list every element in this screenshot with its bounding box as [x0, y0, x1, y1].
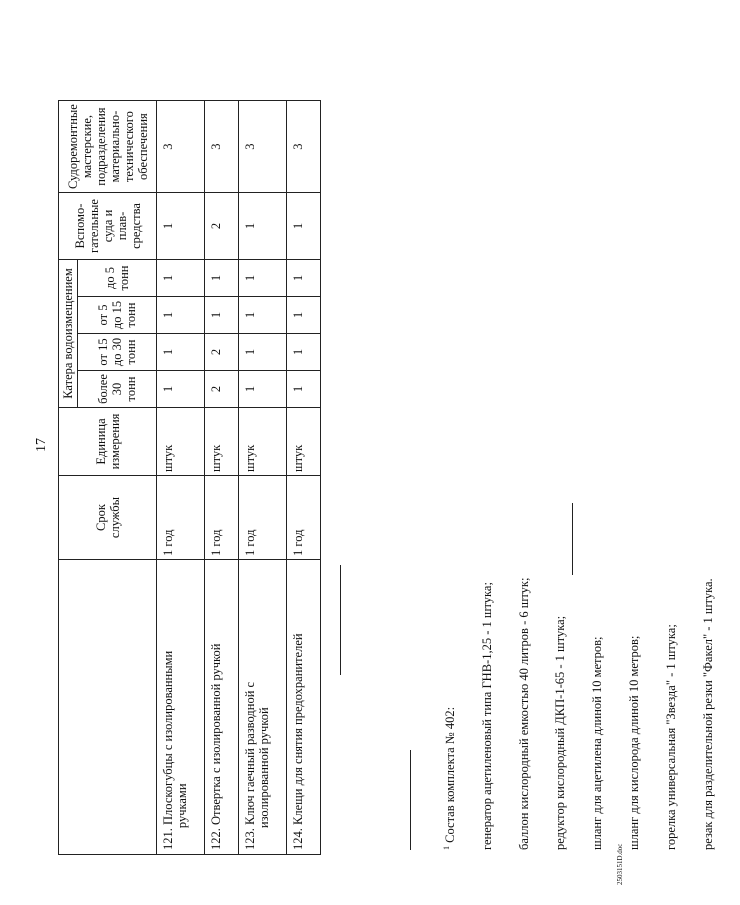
header-term: Срок службы [59, 476, 157, 560]
table-row [157, 101, 205, 855]
footnote-line: баллон кислородный емкостью 40 литров - 6 штук; [516, 577, 531, 850]
row-val-boats-15-30: 1 [239, 334, 287, 371]
row-val-boats-over-30: 1 [157, 371, 205, 408]
row-val-aux: 1 [157, 193, 205, 260]
row-unit: штук [205, 408, 239, 476]
footnote-mark: 1 [441, 846, 451, 850]
row-term: 1 год [157, 476, 205, 560]
row-val-boats-over-30: 1 [239, 371, 287, 408]
page-number: 17 [34, 438, 49, 452]
table-row [239, 101, 287, 855]
row-term: 1 год [205, 476, 239, 560]
row-val-boats-5-15: 1 [157, 297, 205, 334]
table-row [287, 101, 321, 855]
header-name [59, 560, 157, 855]
file-label: 2503151D.doc [616, 843, 624, 885]
row-val-boats-5-15: 1 [239, 297, 287, 334]
row-val-boats-under-5: 1 [239, 260, 287, 297]
footnote-line: редуктор кислородный ДКП-1-65 - 1 штука; [553, 615, 568, 850]
row-val-boats-over-30: 1 [287, 371, 321, 408]
header-boats-5-15: от 5 до 15 тонн [78, 297, 157, 334]
row-name: 121. Плоскогубцы с изолированными ручками [157, 560, 205, 855]
row-val-boats-5-15: 1 [287, 297, 321, 334]
header-unit: Единица измерения [59, 408, 157, 476]
row-val-boats-15-30: 1 [287, 334, 321, 371]
row-val-aux: 1 [287, 193, 321, 260]
footnote-line: шланг для кислорода длиной 10 метров; [627, 635, 642, 850]
row-name: 123. Ключ гаечный разводной с изолированной ручкой [239, 560, 287, 855]
footnote-line: резак для разделительной резки "Факел" - 1 штука. [700, 578, 715, 850]
row-val-aux: 1 [239, 193, 287, 260]
row-val-workshops: 3 [287, 101, 321, 193]
row-unit: штук [157, 408, 205, 476]
row-val-boats-15-30: 1 [157, 334, 205, 371]
row-name: 122. Отвертка с изолированной ручкой [205, 560, 239, 855]
row-unit: штук [287, 408, 321, 476]
table-row [205, 101, 239, 855]
footnote-title: Состав комплекта № 402: [442, 706, 457, 846]
equipment-table [58, 100, 321, 855]
header-boats-15-30: от 15 до 30 тонн [78, 334, 157, 371]
row-val-workshops: 3 [157, 101, 205, 193]
footnote-line: генератор ацетиленовый типа ГНВ-1,25 - 1 штука; [479, 582, 494, 850]
footnote-line: шланг для ацетилена длиной 10 метров; [590, 636, 605, 850]
footnote-line: горелка универсальная "Звезда" - 1 штука; [664, 624, 679, 850]
row-unit: штук [239, 408, 287, 476]
row-val-boats-15-30: 2 [205, 334, 239, 371]
header-boats-over-30: более 30 тонн [78, 371, 157, 408]
stub-rule-bottom [572, 503, 573, 575]
header-aux: Вспомо- гательные суда и плав- средства [59, 193, 157, 260]
row-val-boats-under-5: 1 [287, 260, 321, 297]
row-term: 1 год [287, 476, 321, 560]
row-term: 1 год [239, 476, 287, 560]
row-val-aux: 2 [205, 193, 239, 260]
footnote-rule [410, 750, 411, 850]
header-boats-under-5: до 5 тонн [78, 260, 157, 297]
stub-rule-short [340, 565, 341, 675]
row-name: 124. Клещи для снятия предохранителей [287, 560, 321, 855]
row-val-workshops: 3 [239, 101, 287, 193]
row-val-boats-under-5: 1 [157, 260, 205, 297]
header-workshops: Судоремонтные мастерские, подразделения материально- технического обеспечения [59, 101, 157, 193]
row-val-boats-over-30: 2 [205, 371, 239, 408]
row-val-workshops: 3 [205, 101, 239, 193]
header-boats-group: Катера водоизмещением [59, 260, 78, 408]
row-val-boats-under-5: 1 [205, 260, 239, 297]
footnote [416, 578, 739, 850]
row-val-boats-5-15: 1 [205, 297, 239, 334]
